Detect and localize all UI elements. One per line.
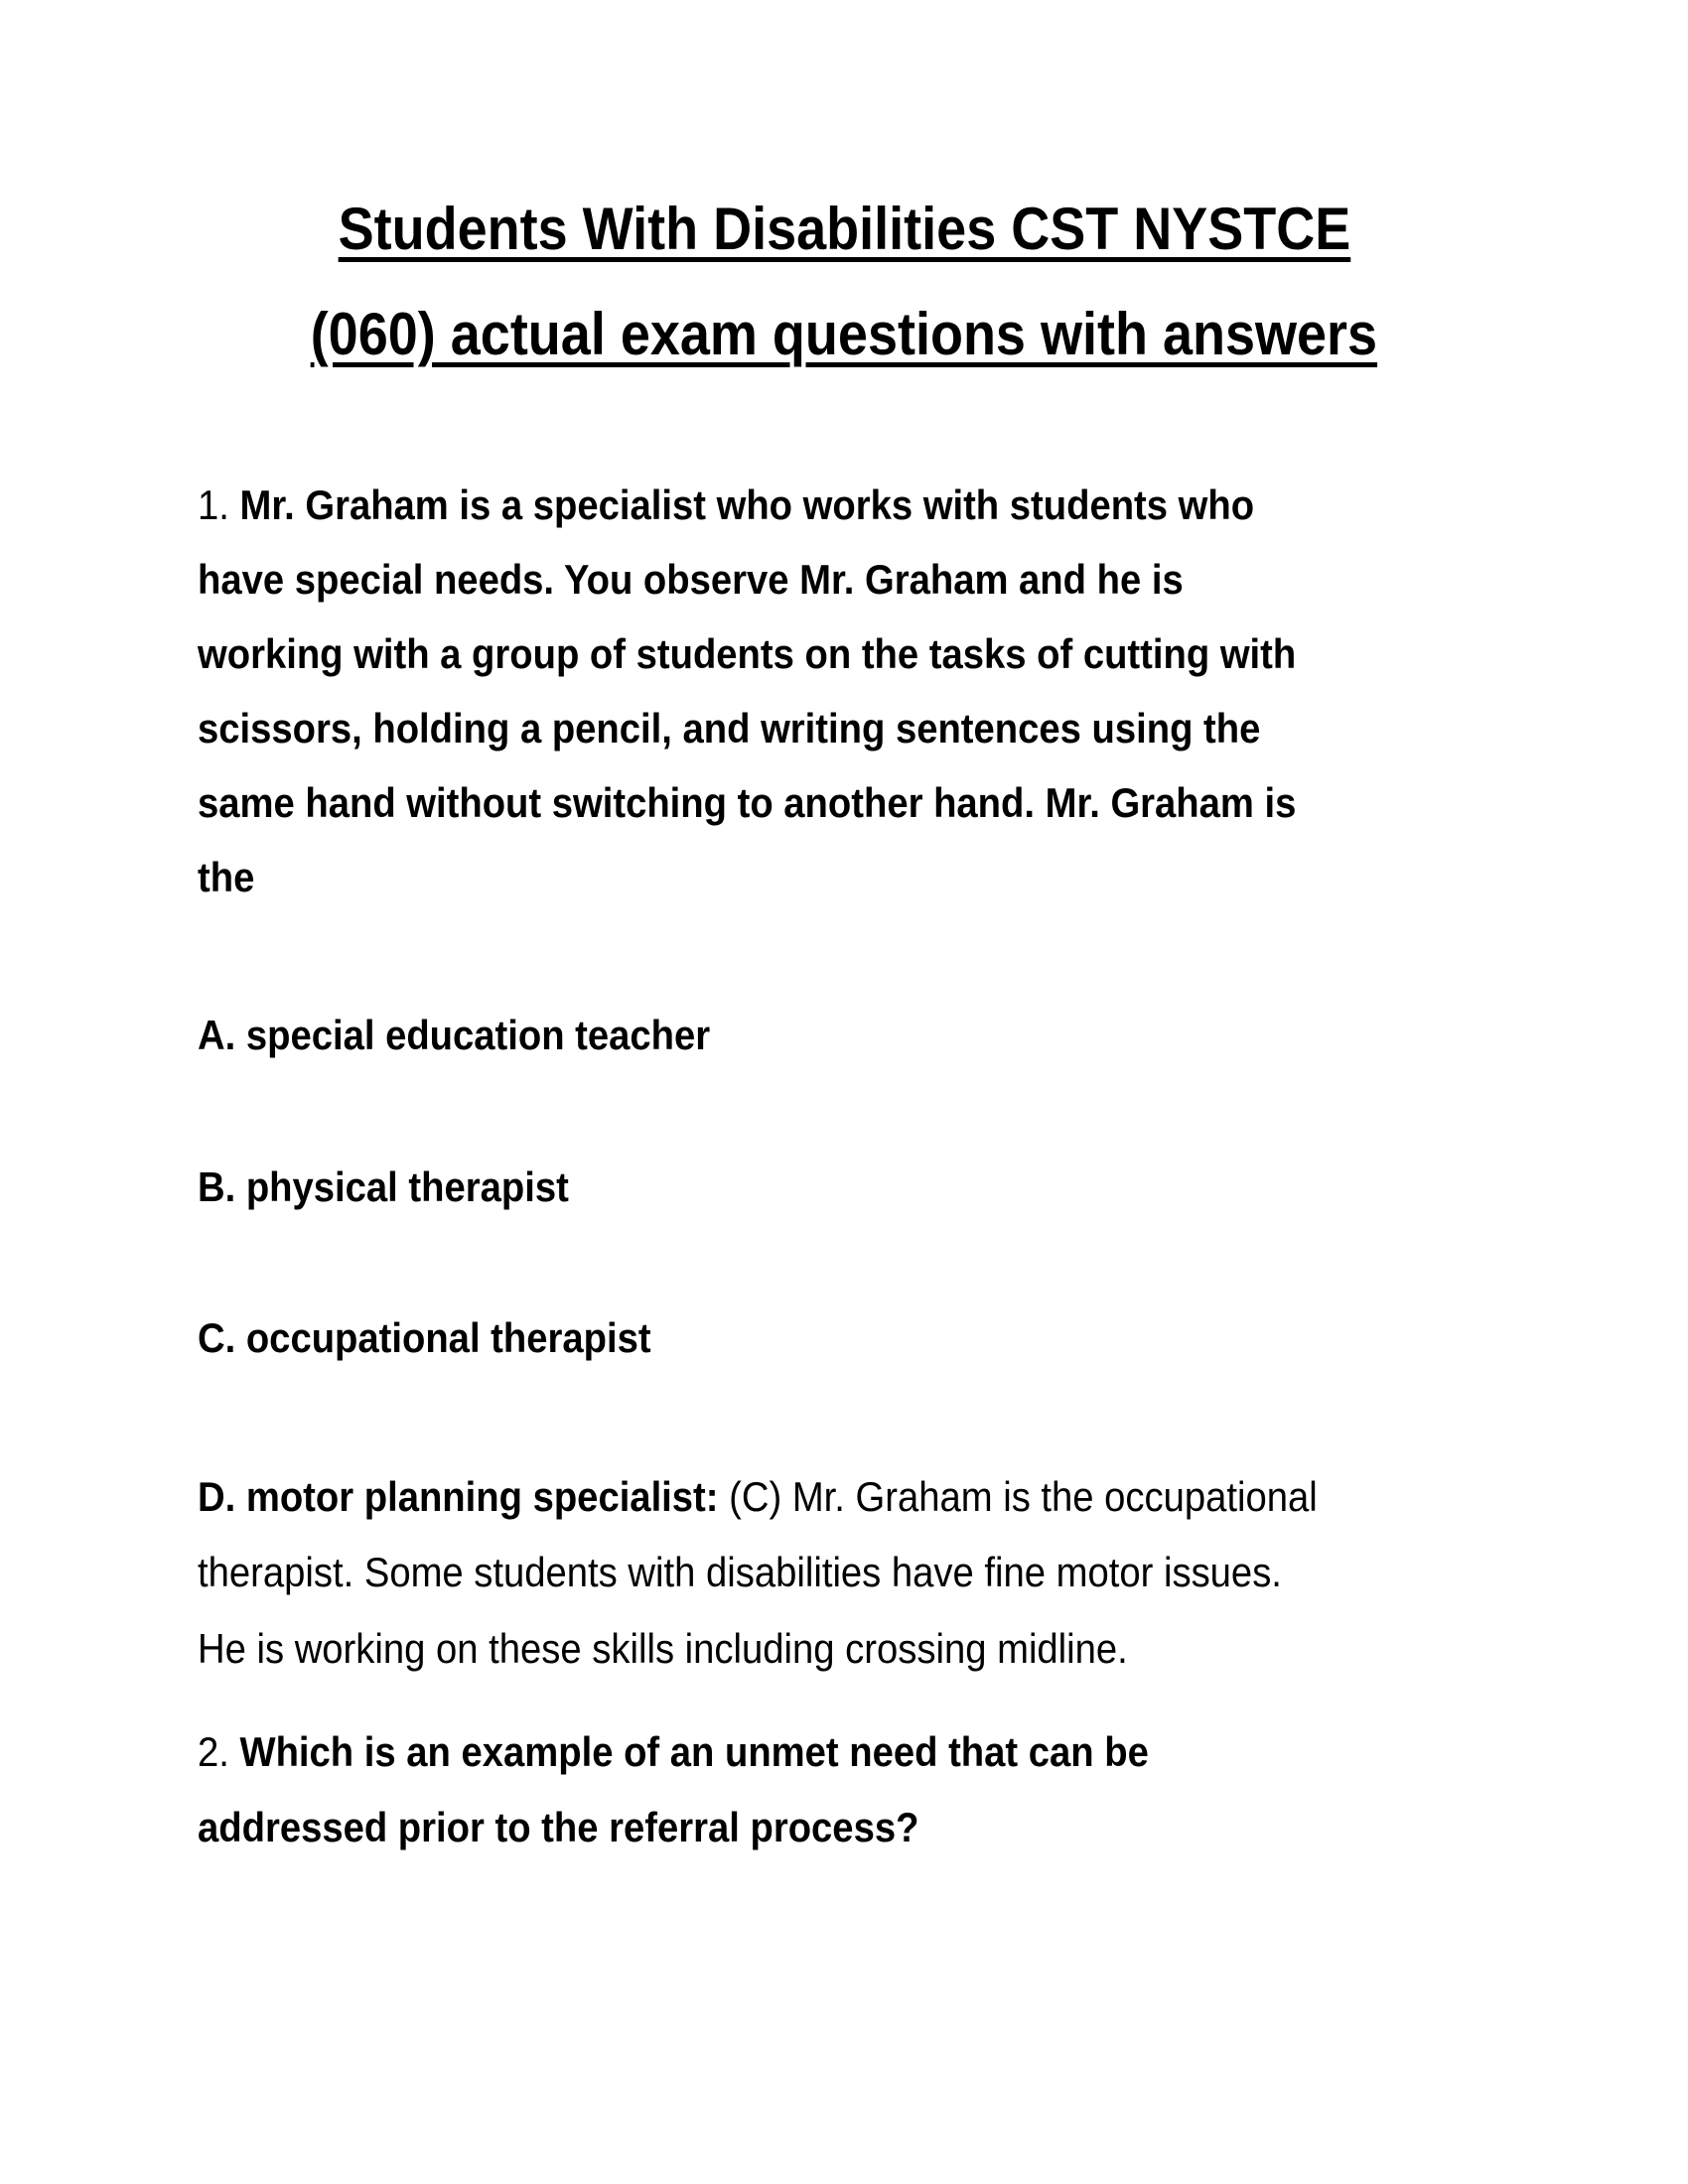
answer-explanation: (C) Mr. Graham is the occupational [729,1473,1318,1520]
option-a: A. special education teacher [198,1012,711,1058]
question-stem-line: 2. Which is an example of an unmet need that can be [198,1728,1149,1775]
title-line-1: Students With Disabilities CST NYSTCE [338,196,1350,262]
question-stem-line: 1. Mr. Graham is a specialist who works with students who [198,481,1255,528]
question-stem-line: scissors, holding a pencil, and writing sentences using the [198,705,1261,751]
answer-explanation-line: therapist. Some students with disabilities have fine motor issues. [198,1549,1282,1595]
option-b: B. physical therapist [198,1163,569,1210]
question-stem-line: have special needs. You observe Mr. Graham and he is [198,556,1184,603]
title-line-2: (060) actual exam questions with answers [310,301,1378,367]
question-stem-line: the [198,854,255,900]
option-d: D. motor planning specialist: (C) Mr. Graham is the occupational [198,1473,1318,1520]
question-stem-line: addressed prior to the referral process? [198,1804,919,1850]
question-stem-line: same hand without switching to another hand. Mr. Graham is [198,779,1297,826]
question-number: 1. [198,481,229,528]
answer-explanation-line: He is working on these skills including crossing midline. [198,1625,1128,1672]
option-c: C. occupational therapist [198,1314,651,1361]
question-stem-line: working with a group of students on the tasks of cutting with [198,630,1297,677]
question-number: 2. [198,1728,229,1775]
